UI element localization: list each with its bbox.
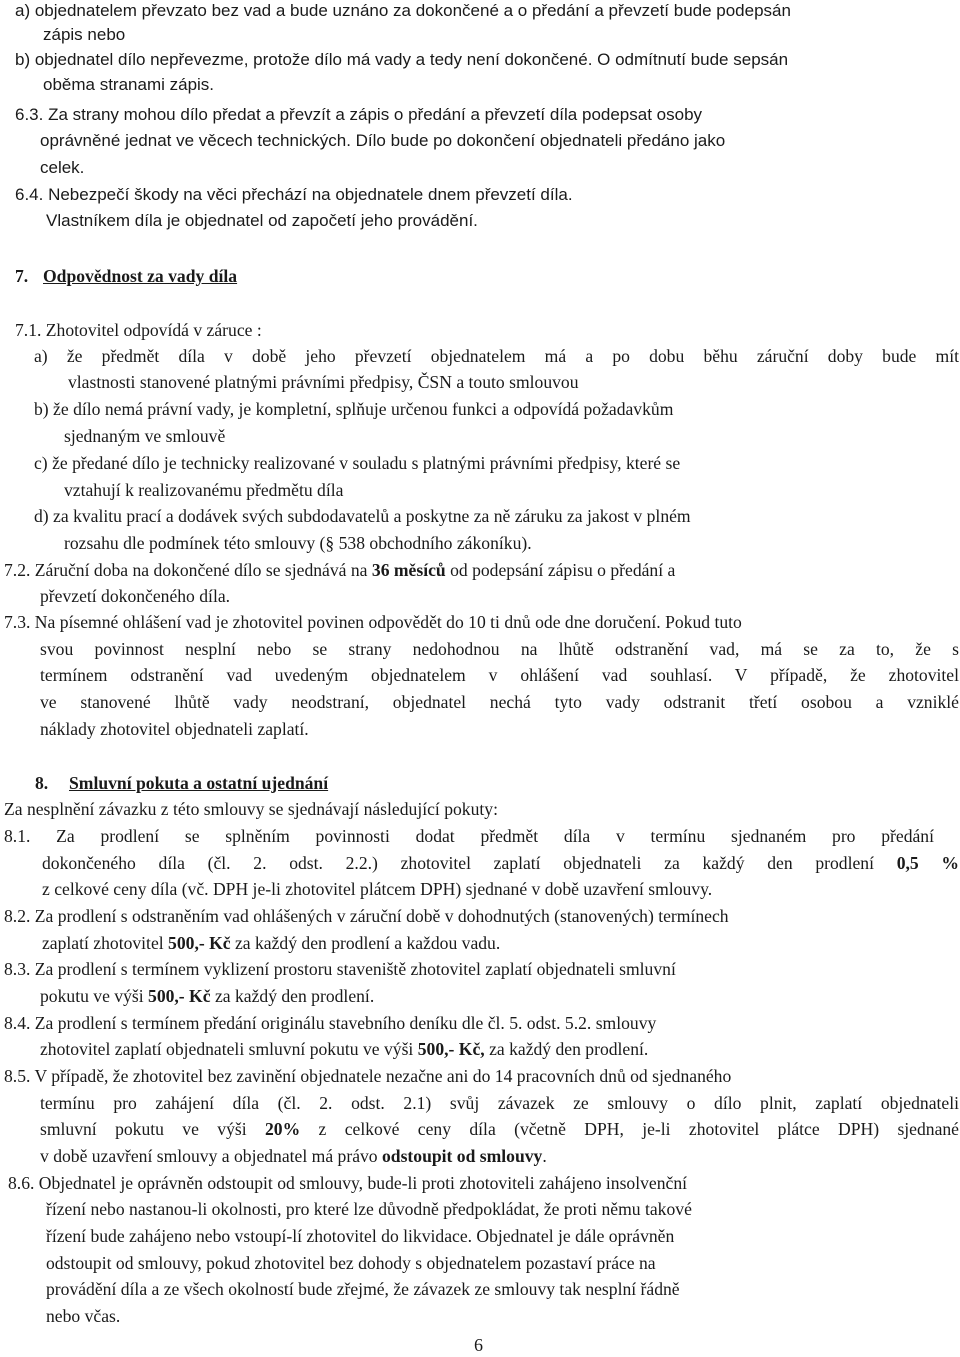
text-line: nebo včas. (46, 1306, 121, 1326)
text-line: provádění díla a ze všech okolností bude zřejmé, že závazek ze smlouvy tak nesplní řádně (46, 1279, 680, 1299)
text-line: svou povinnost nesplní nebo se strany nedohodnou na lhůtě odstranění vad, má se za to, že s (40, 639, 959, 659)
text-span: za každý den prodlení. (484, 1039, 649, 1059)
text-line: oběma stranami zápis. (43, 75, 215, 94)
text-span: . (542, 1146, 547, 1166)
text-span: pokutu ve výši (40, 986, 149, 1006)
clause-8-6: 8.6. Objednatel je oprávněn odstoupit od smlouvy, bude-li proti zhotoviteli zahájeno insolvenční (8, 1173, 688, 1193)
clause-8-2: 8.2. Za prodlení s odstraněním vad ohlášených v záruční době v dohodnutých (stanovených) termínech (4, 906, 729, 926)
text-line: zápis nebo (43, 25, 126, 44)
clause-8-5: 8.5. V případě, že zhotovitel bez zavinění objednatele nezačne ani do 14 pracovních dnů od sjednaného (4, 1066, 732, 1086)
text-span: dokončeného díla (čl. 2. odst. 2.2.) zhotovitel zaplatí objednateli za každý den prodlení (42, 853, 897, 873)
penalty-amount: 500,- Kč (168, 933, 231, 953)
text-line: vztahují k realizovanému předmětu díla (64, 480, 344, 500)
clause-8-3: 8.3. Za prodlení s termínem vyklizení prostoru staveniště zhotovitel zaplatí objednateli smluvní (4, 959, 676, 979)
text-span: za každý den prodlení a každou vadu. (230, 933, 501, 953)
text-line: b) objednatel dílo nepřevezme, protože dílo má vady a tedy není dokončené. O odmítnutí bude sepsán (15, 50, 789, 69)
text-line: vlastnosti stanovené platnými právními předpisy, ČSN a touto smlouvou (68, 372, 579, 392)
text-span: za každý den prodlení. (210, 986, 375, 1006)
section-heading: Odpovědnost za vady díla (43, 266, 238, 286)
penalty-rate: 20% (264, 1119, 301, 1139)
text-span: z celkové ceny díla (včetně DPH, je-li zhotovitel plátce DPH) sjednané (300, 1119, 959, 1139)
text-span: zhotovitel zaplatí objednateli smluvní pokutu ve výši (40, 1039, 418, 1059)
text-line: odstoupit od smlouvy, pokud zhotovitel bez dohody s objednatelem pozastaví práce na (46, 1253, 656, 1273)
text-line: sjednaným ve smlouvě (64, 426, 226, 446)
text-span: od podepsání zápisu o předání a (445, 560, 676, 580)
text-line: řízení nebo nastanou-li okolnosti, pro které lze důvodně předpokládat, že proti němu takové (46, 1199, 692, 1219)
intro-line: Za nesplnění závazku z této smlouvy se sjednávají následující pokuty: (4, 799, 498, 819)
list-item: a) že předmět díla v době jeho převzetí objednatelem má a po dobu běhu záruční doby bude mít (34, 346, 959, 366)
list-item: b) že dílo nemá právní vady, je kompletní, splňuje určenou funkci a odpovídá požadavkům (34, 399, 674, 419)
text-line: oprávněné jednat ve věcech technických. Dílo bude po dokončení objednateli předáno jako (40, 131, 726, 150)
warranty-period: 36 měsíců (371, 560, 446, 580)
text-line: Vlastníkem díla je objednatel od započetí jeho provádění. (46, 211, 478, 230)
text-line: rozsahu dle podmínek této smlouvy (§ 538 obchodního zákoníku). (64, 533, 532, 553)
text-line (40, 1118, 959, 1140)
penalty-rate: 0,5 % (896, 853, 959, 873)
section-number: 8. (35, 773, 49, 793)
text-line: celek. (40, 158, 85, 177)
text-line: termínem odstranění vad uvedeným objednatelem v ohlášení vad souhlasí. V případě, že zhotovitel (40, 665, 959, 685)
clause-6-4: 6.4. Nebezpečí škody na věci přechází na objednatele dnem převzetí díla. (15, 185, 573, 204)
page-number: 6 (474, 1335, 483, 1355)
clause-7-2 (4, 559, 675, 581)
withdrawal-right: odstoupit od smlouvy (382, 1146, 543, 1166)
text-line: ve stanovené lhůtě vady neodstraní, objednatel nechá tyto vady odstranit třetí osobou a vzniklé (40, 692, 959, 712)
section-number: 7. (15, 266, 29, 286)
text-line: a) objednatelem převzato bez vad a bude uznáno za dokončené a o předání a převzetí bude podepsán (15, 1, 791, 20)
list-item: d) za kvalitu prací a dodávek svých subdodavatelů a poskytne za ně záruku za jakost v plném (34, 506, 691, 526)
clause-7-1: 7.1. Zhotovitel odpovídá v záruce : (15, 320, 262, 340)
text-line (40, 1038, 648, 1060)
text-line: z celkové ceny díla (vč. DPH je-li zhotovitel plátcem DPH) sjednané v době uzavření smlouvy. (42, 879, 713, 899)
text-span: smluvní pokutu ve výši (40, 1119, 265, 1139)
text-line: termínu pro zahájení díla (čl. 2. odst. 2.1) svůj závazek ze smlouvy o dílo plnit, zaplatí objednateli (40, 1093, 959, 1113)
text-line (42, 932, 500, 954)
clause-8-4: 8.4. Za prodlení s termínem předání originálu stavebního deníku dle čl. 5. odst. 5.2. smlouvy (4, 1013, 657, 1033)
text-line (40, 1145, 547, 1167)
clause-7-3: 7.3. Na písemné ohlášení vad je zhotovitel povinen odpovědět do 10 ti dnů ode dne doručení. Pokud tuto (4, 612, 742, 632)
text-line: náklady zhotovitel objednateli zaplatí. (40, 719, 309, 739)
text-span: v době uzavření smlouvy a objednatel má právo (40, 1146, 382, 1166)
section-heading: Smluvní pokuta a ostatní ujednání (69, 773, 329, 793)
clause-8-1: 8.1. Za prodlení se splněním povinnosti dodat předmět díla v termínu sjednaném pro předání (4, 826, 934, 846)
text-span: zaplatí zhotovitel (42, 933, 169, 953)
text-span: 7.2. Záruční doba na dokončené dílo se sjednává na (4, 560, 372, 580)
penalty-amount: 500,- Kč, (417, 1039, 485, 1059)
text-line (40, 985, 374, 1007)
text-line: převzetí dokončeného díla. (40, 586, 231, 606)
list-item: c) že předané dílo je technicky realizované v souladu s platnými právními předpisy, které se (34, 453, 681, 473)
text-line (42, 852, 959, 874)
text-line: řízení bude zahájeno nebo vstoupí-lí zhotovitel do likvidace. Objednatel je dále oprávněn (46, 1226, 675, 1246)
clause-6-3: 6.3. Za strany mohou dílo předat a převzít a zápis o předání a převzetí díla podepsat osoby (15, 105, 703, 124)
penalty-amount: 500,- Kč (148, 986, 211, 1006)
